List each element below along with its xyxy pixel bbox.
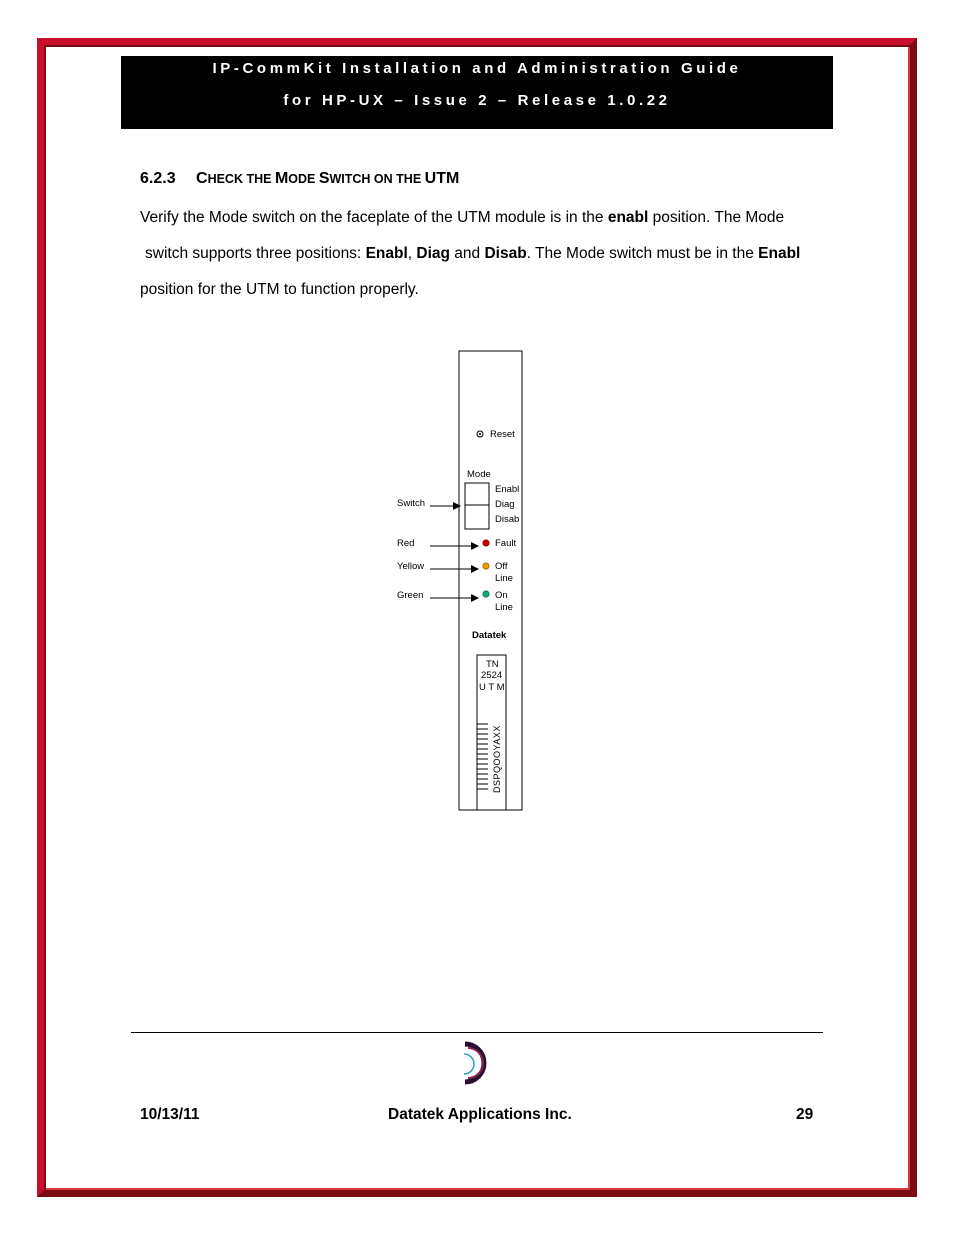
- text: position for the UTM to function properly.: [140, 281, 419, 298]
- text: . The Mode switch must be in the: [526, 245, 759, 262]
- utm-faceplate-diagram: [380, 340, 580, 820]
- footer-divider: [131, 1032, 823, 1033]
- disab-label: Disab: [495, 514, 520, 525]
- heading-part: S: [318, 170, 330, 187]
- model-label: 2524: [481, 670, 503, 681]
- body-paragraph: [140, 200, 820, 308]
- off-line-led-icon: [483, 563, 489, 569]
- bold-text: Enabl: [365, 245, 408, 262]
- footer-company: Datatek Applications Inc.: [388, 1106, 572, 1123]
- red-label: Red: [397, 538, 415, 549]
- tn-label: TN: [486, 659, 499, 670]
- page-number: 29: [796, 1106, 814, 1123]
- body-line: [140, 272, 820, 308]
- serial-label: DSPQOOYAXX: [492, 725, 502, 793]
- section-heading: [140, 170, 459, 188]
- text: Verify the Mode switch on the faceplate of the UTM module is in the: [140, 209, 608, 226]
- bold-text: Disab: [484, 245, 527, 262]
- mode-switch: [465, 483, 489, 529]
- faceplate-drawing: [380, 340, 580, 820]
- heading-part: WITCH ON THE: [329, 172, 425, 186]
- off-line-label: Line: [495, 573, 513, 584]
- body-line: [140, 200, 820, 236]
- heading-part: C: [196, 170, 208, 187]
- datatek-logo-icon: [455, 1040, 495, 1086]
- off-label: Off: [495, 561, 508, 572]
- switch-label: Switch: [397, 498, 425, 509]
- heading-part: HECK THE: [207, 172, 275, 186]
- on-line-led-icon: [483, 591, 489, 597]
- heading-part: UTM: [424, 170, 460, 187]
- yellow-label: Yellow: [397, 561, 425, 572]
- heading-part: ODE: [288, 172, 319, 186]
- diag-label: Diag: [495, 499, 515, 510]
- fault-led-icon: [483, 540, 489, 546]
- document-header: [121, 56, 833, 129]
- on-line-label: Line: [495, 602, 513, 613]
- footer-date: 10/13/11: [140, 1106, 200, 1123]
- section-number: 6.2.3: [140, 170, 176, 187]
- heading-part: M: [274, 170, 289, 187]
- bold-text: Diag: [416, 245, 450, 262]
- mode-label: Mode: [467, 469, 491, 480]
- bold-text: enabl: [607, 209, 649, 226]
- text: and: [449, 245, 485, 262]
- brand-label: Datatek: [472, 630, 507, 641]
- text: position. The Mode: [648, 209, 785, 226]
- text: switch supports three positions:: [145, 245, 366, 262]
- reset-label: Reset: [490, 429, 515, 440]
- enabl-label: Enabl: [495, 484, 520, 495]
- on-label: On: [495, 590, 508, 601]
- body-line: [140, 236, 820, 272]
- utm-label: U T M: [479, 682, 505, 693]
- header-subtitle: for HP-UX – Issue 2 – Release 1.0.22: [283, 92, 671, 109]
- bold-text: Enabl: [758, 245, 801, 262]
- fault-label: Fault: [495, 538, 517, 549]
- text: ,: [407, 245, 417, 262]
- header-title: IP-CommKit Installation and Administration Guide: [212, 60, 742, 77]
- green-label: Green: [397, 590, 424, 601]
